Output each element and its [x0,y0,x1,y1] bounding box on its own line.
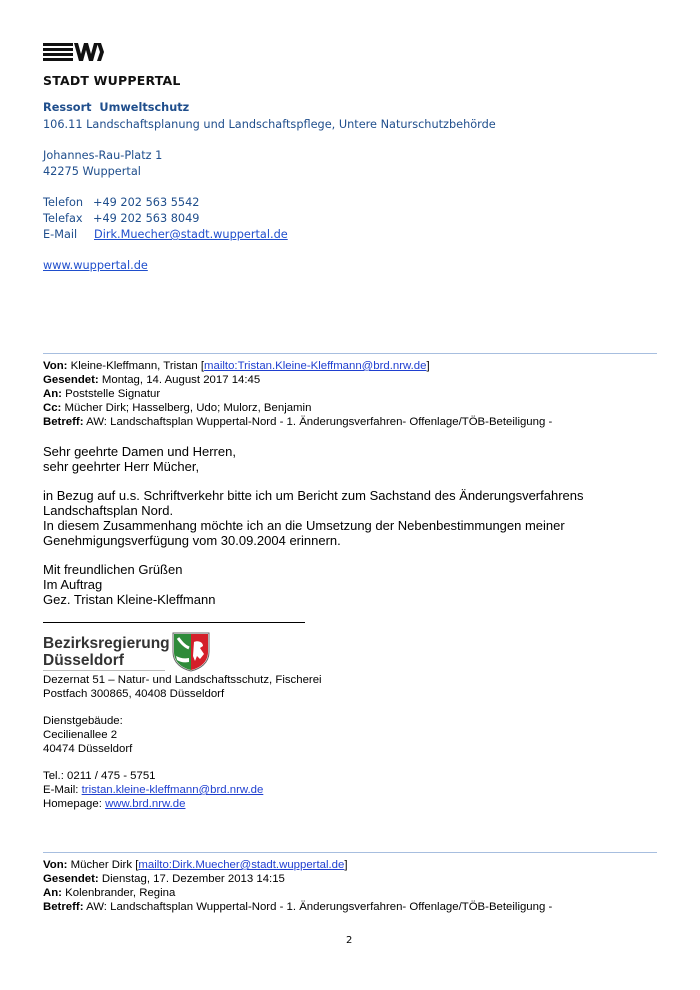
sender-website [43,258,148,274]
msg2-subject [43,900,552,914]
sig-building-city: 40474 Düsseldorf [43,743,133,755]
msg2-from: Von: Mücher Dirk [mailto:Dirk.Muecher@stadt.wuppertal.de] [43,859,348,871]
sig-email-label: E-Mail: [43,784,79,796]
msg1-to [43,387,160,401]
body-line: In diesem Zusammenhang möchte ich an die Umsetzung der Nebenbestimmungen meiner [43,518,565,533]
logo-wordmark: STADT WUPPERTAL [43,73,181,88]
message-separator [43,353,657,354]
message-separator [43,852,657,853]
nrw-coat-of-arms-icon [172,632,210,672]
sent-date: Montag, 14. August 2017 14:45 [101,374,261,386]
sig-email-link[interactable]: tristan.kleine-kleffmann@brd.nrw.de [81,784,264,796]
phone-label: Telefon [43,196,84,209]
msg2-from-mailto-link[interactable]: mailto:Dirk.Muecher@stadt.wuppertal.de [138,859,345,871]
sender-email [43,227,288,243]
sender-city: 42275 Wuppertal [43,165,141,178]
body-line: Sehr geehrte Damen und Herren, [43,444,236,459]
sender-street: Johannes-Rau-Platz 1 [43,149,163,162]
body-line: Landschaftsplan Nord. [43,503,174,518]
dept-label: Ressort [43,101,92,114]
sig-homepage [43,797,185,811]
sender-department [43,100,189,116]
org-line-2: Düsseldorf [43,652,124,669]
to-label: An: [43,388,62,400]
to-recipient: Poststelle Signatur [65,388,161,400]
sent-label: Gesendet: [43,374,99,386]
sender-email-link[interactable]: Dirk.Muecher@stadt.wuppertal.de [94,228,288,241]
msg2-sent [43,872,285,886]
sender-fax [43,211,200,227]
body-line: in Bezug auf u.s. Schriftverkehr bitte ich um Bericht zum Sachstand des Änderungsverfahrens [43,488,584,503]
org-line-1: Bezirksregierung [43,635,170,652]
body-line: Mit freundlichen Grüßen [43,562,183,577]
to-recipient: Kolenbrander, Regina [65,887,176,899]
fax-label: Telefax [43,212,83,225]
fax-number: +49 202 563 8049 [93,212,200,225]
sender-division: 106.11 Landschaftsplanung und Landschaftspflege, Untere Naturschutzbehörde [43,118,496,131]
bezirksregierung-logo [43,635,170,669]
dept-name: Umweltschutz [99,101,190,114]
body-line: sehr geehrter Herr Mücher, [43,459,200,474]
sig-homepage-label: Homepage: [43,798,102,810]
sent-date: Dienstag, 17. Dezember 2013 14:15 [101,873,285,885]
sig-email [43,783,263,797]
sig-homepage-link[interactable]: www.brd.nrw.de [105,798,186,810]
from-label: Von: [43,859,68,871]
subject-label: Betreff: [43,416,84,428]
email-label: E-Mail [43,228,78,241]
msg2-to [43,886,175,900]
body-line: Im Auftrag [43,577,103,592]
cc-label: Cc: [43,402,62,414]
sig-building-street: Cecilienallee 2 [43,729,118,741]
logo-underline [43,670,165,671]
msg1-sent [43,373,260,387]
subject-text: AW: Landschaftsplan Wuppertal-Nord - 1. Änderungsverfahren- Offenlage/TÖB-Beteiligung - [86,416,553,428]
to-label: An: [43,887,62,899]
phone-number: +49 202 563 5542 [93,196,200,209]
subject-text: AW: Landschaftsplan Wuppertal-Nord - 1. Änderungsverfahren- Offenlage/TÖB-Beteiligung - [86,901,553,913]
wuppertal-logo-icon [43,42,105,62]
from-name: Kleine-Kleffmann, Tristan [70,360,198,372]
body-line: Gez. Tristan Kleine-Kleffmann [43,592,216,607]
sender-phone [43,195,200,211]
page-number: 2 [346,935,353,946]
sig-tel: Tel.: 0211 / 475 - 5751 [43,770,156,782]
sig-dept: Dezernat 51 – Natur- und Landschaftsschutz, Fischerei [43,674,322,686]
msg1-cc [43,401,311,415]
sig-postbox: Postfach 300865, 40408 Düsseldorf [43,688,225,700]
body-line: Genehmigungsverfügung vom 30.09.2004 erinnern. [43,533,341,548]
msg1-from: Von: Kleine-Kleffmann, Tristan [mailto:Tristan.Kleine-Kleffmann@brd.nrw.de] [43,360,430,372]
sender-website-link[interactable]: www.wuppertal.de [43,259,148,272]
subject-label: Betreff: [43,901,84,913]
cc-recipients: Mücher Dirk; Hasselberg, Udo; Mulorz, Benjamin [64,402,312,414]
signature-divider [43,622,305,623]
msg1-from-mailto-link[interactable]: mailto:Tristan.Kleine-Kleffmann@brd.nrw.de [204,360,427,372]
msg1-subject [43,415,552,429]
sig-building-label: Dienstgebäude: [43,715,123,727]
from-name: Mücher Dirk [70,859,133,871]
from-label: Von: [43,360,68,372]
sent-label: Gesendet: [43,873,99,885]
